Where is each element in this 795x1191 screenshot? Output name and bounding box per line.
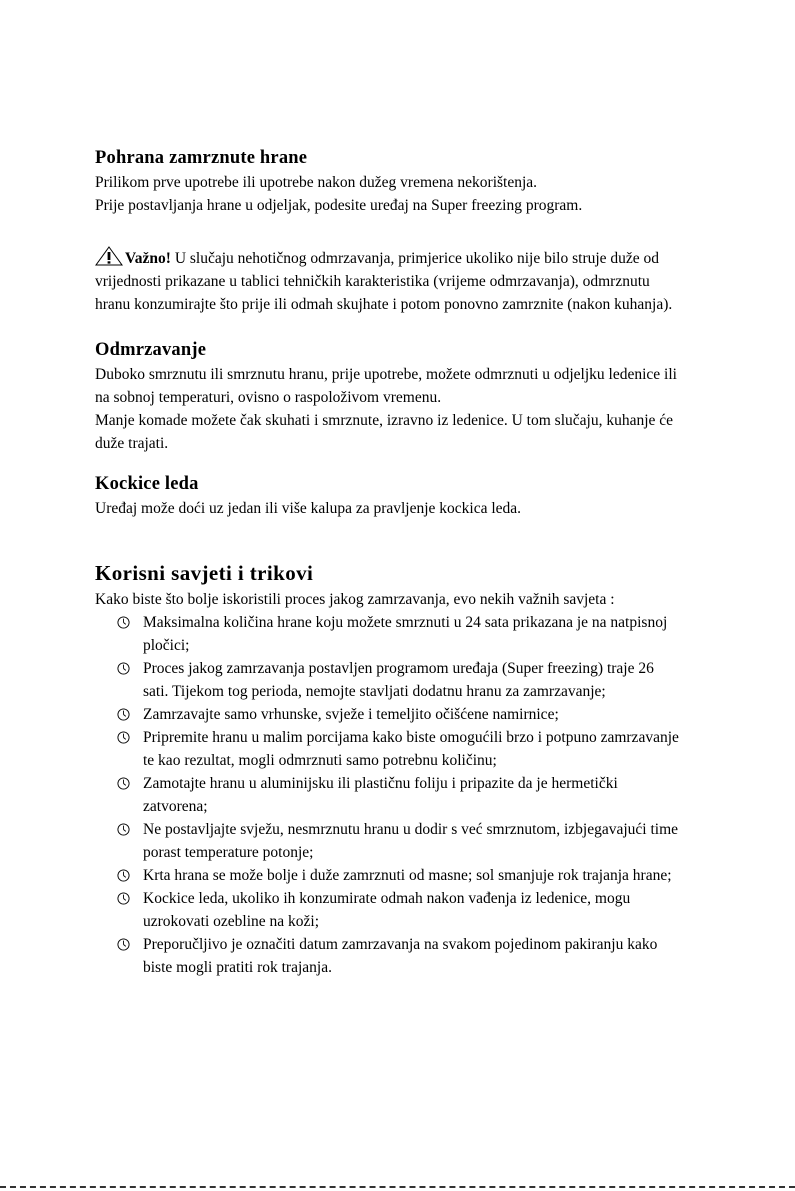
tip-list-item bbox=[95, 611, 715, 657]
clock-bullet-icon bbox=[117, 731, 130, 744]
tip-line: Zamrzavajte samo vrhunske, svježe i temeljito očišćene namirnice; bbox=[143, 706, 559, 723]
paragraph-line: vrijednosti prikazane u tablici tehničkih karakteristika (vrijeme odmrzavanja), odmrznutu bbox=[95, 273, 650, 290]
section-thawing bbox=[95, 337, 715, 455]
clock-bullet-icon bbox=[117, 823, 130, 836]
tip-line: sati. Tijekom tog perioda, nemojte stavljati dodatnu hranu za zamrzavanje; bbox=[143, 683, 606, 700]
document-page bbox=[95, 145, 715, 979]
paragraph-line: Manje komade možete čak skuhati i smrznute, izravno iz ledenice. U tom slučaju, kuhanje će bbox=[95, 412, 674, 429]
tip-list-item bbox=[95, 772, 715, 818]
tip-list-item bbox=[95, 933, 715, 979]
tip-list-item bbox=[95, 657, 715, 703]
paragraph-line: Prije postavljanja hrane u odjeljak, podesite uređaj na Super freezing program. bbox=[95, 197, 583, 214]
tip-line: Zamotajte hranu u aluminijsku ili plastičnu foliju i pripazite da je hermetički bbox=[143, 775, 618, 792]
tip-list-item bbox=[95, 818, 715, 864]
section-title: Kockice leda bbox=[95, 474, 199, 494]
tip-line: porast temperature potonje; bbox=[143, 844, 314, 861]
section-title: Odmrzavanje bbox=[95, 340, 207, 360]
tip-line: Kockice leda, ukoliko ih konzumirate odmah nakon vađenja iz ledenice, mogu bbox=[143, 890, 631, 907]
clock-bullet-icon bbox=[117, 869, 130, 882]
warning-triangle-icon bbox=[95, 246, 123, 266]
paragraph-line: duže trajati. bbox=[95, 435, 169, 452]
clock-bullet-icon bbox=[117, 708, 130, 721]
paragraph-line: Prilikom prve upotrebe ili upotrebe nakon dužeg vremena nekorištenja. bbox=[95, 174, 538, 191]
important-label: Važno! bbox=[125, 250, 171, 267]
paragraph-line: Uređaj može doći uz jedan ili više kalupa za pravljenje kockica leda. bbox=[95, 500, 522, 517]
important-line-1 bbox=[95, 246, 715, 270]
tip-line: zatvorena; bbox=[143, 798, 208, 815]
tip-line: Proces jakog zamrzavanja postavljen programom uređaja (Super freezing) traje 26 bbox=[143, 660, 654, 677]
tip-list-item bbox=[95, 703, 715, 726]
tip-line: Maksimalna količina hrane koju možete smrznuti u 24 sata prikazana je na natpisnoj bbox=[143, 614, 668, 631]
tip-line: Krta hrana se može bolje i duže zamrznuti od masne; sol smanjuje rok trajanja hrane; bbox=[143, 867, 672, 884]
tip-line: te kao rezultat, mogli odmrznuti samo potrebnu količinu; bbox=[143, 752, 497, 769]
important-note bbox=[95, 246, 715, 316]
paragraph-line: na sobnoj temperaturi, ovisno o raspoloživom vremenu. bbox=[95, 389, 442, 406]
clock-bullet-icon bbox=[117, 616, 130, 629]
tip-line: uzrokovati ozebline na koži; bbox=[143, 913, 320, 930]
clock-bullet-icon bbox=[117, 662, 130, 675]
clock-bullet-icon bbox=[117, 938, 130, 951]
section-title: Korisni savjeti i trikovi bbox=[95, 561, 314, 585]
tip-line: pločici; bbox=[143, 637, 190, 654]
tips-list bbox=[95, 611, 715, 979]
clock-bullet-icon bbox=[117, 777, 130, 790]
tip-list-item bbox=[95, 887, 715, 933]
section-frozen-storage bbox=[95, 145, 715, 217]
paragraph-line: Duboko smrznutu ili smrznutu hranu, prije upotrebe, možete odmrznuti u odjeljku ledenice ili bbox=[95, 366, 677, 383]
section-tips bbox=[95, 558, 715, 979]
tip-list-item bbox=[95, 726, 715, 772]
tips-intro: Kako biste što bolje iskoristili proces jakog zamrzavanja, evo nekih važnih savjeta : bbox=[95, 591, 615, 608]
important-text: U slučaju nehotičnog odmrzavanja, primjerice ukoliko nije bilo struje duže od bbox=[170, 250, 660, 267]
tip-line: Pripremite hranu u malim porcijama kako biste omogućili brzo i potpuno zamrzavanje bbox=[143, 729, 679, 746]
tip-line: Ne postavljajte svježu, nesmrznutu hranu u dodir s već smrznutom, izbjegavajući time bbox=[143, 821, 679, 838]
section-ice-cubes bbox=[95, 471, 715, 520]
section-title: Pohrana zamrznute hrane bbox=[95, 148, 308, 168]
clock-bullet-icon bbox=[117, 892, 130, 905]
tip-list-item bbox=[95, 864, 715, 887]
tip-line: Preporučljivo je označiti datum zamrzavanja na svakom pojedinom pakiranju kako bbox=[143, 936, 658, 953]
page-bottom-border bbox=[0, 1186, 795, 1190]
tip-line: biste mogli pratiti rok trajanja. bbox=[143, 959, 332, 976]
paragraph-line: hranu konzumirajte što prije ili odmah skujhate i potom ponovno zamrznite (nakon kuhanja). bbox=[95, 296, 673, 313]
